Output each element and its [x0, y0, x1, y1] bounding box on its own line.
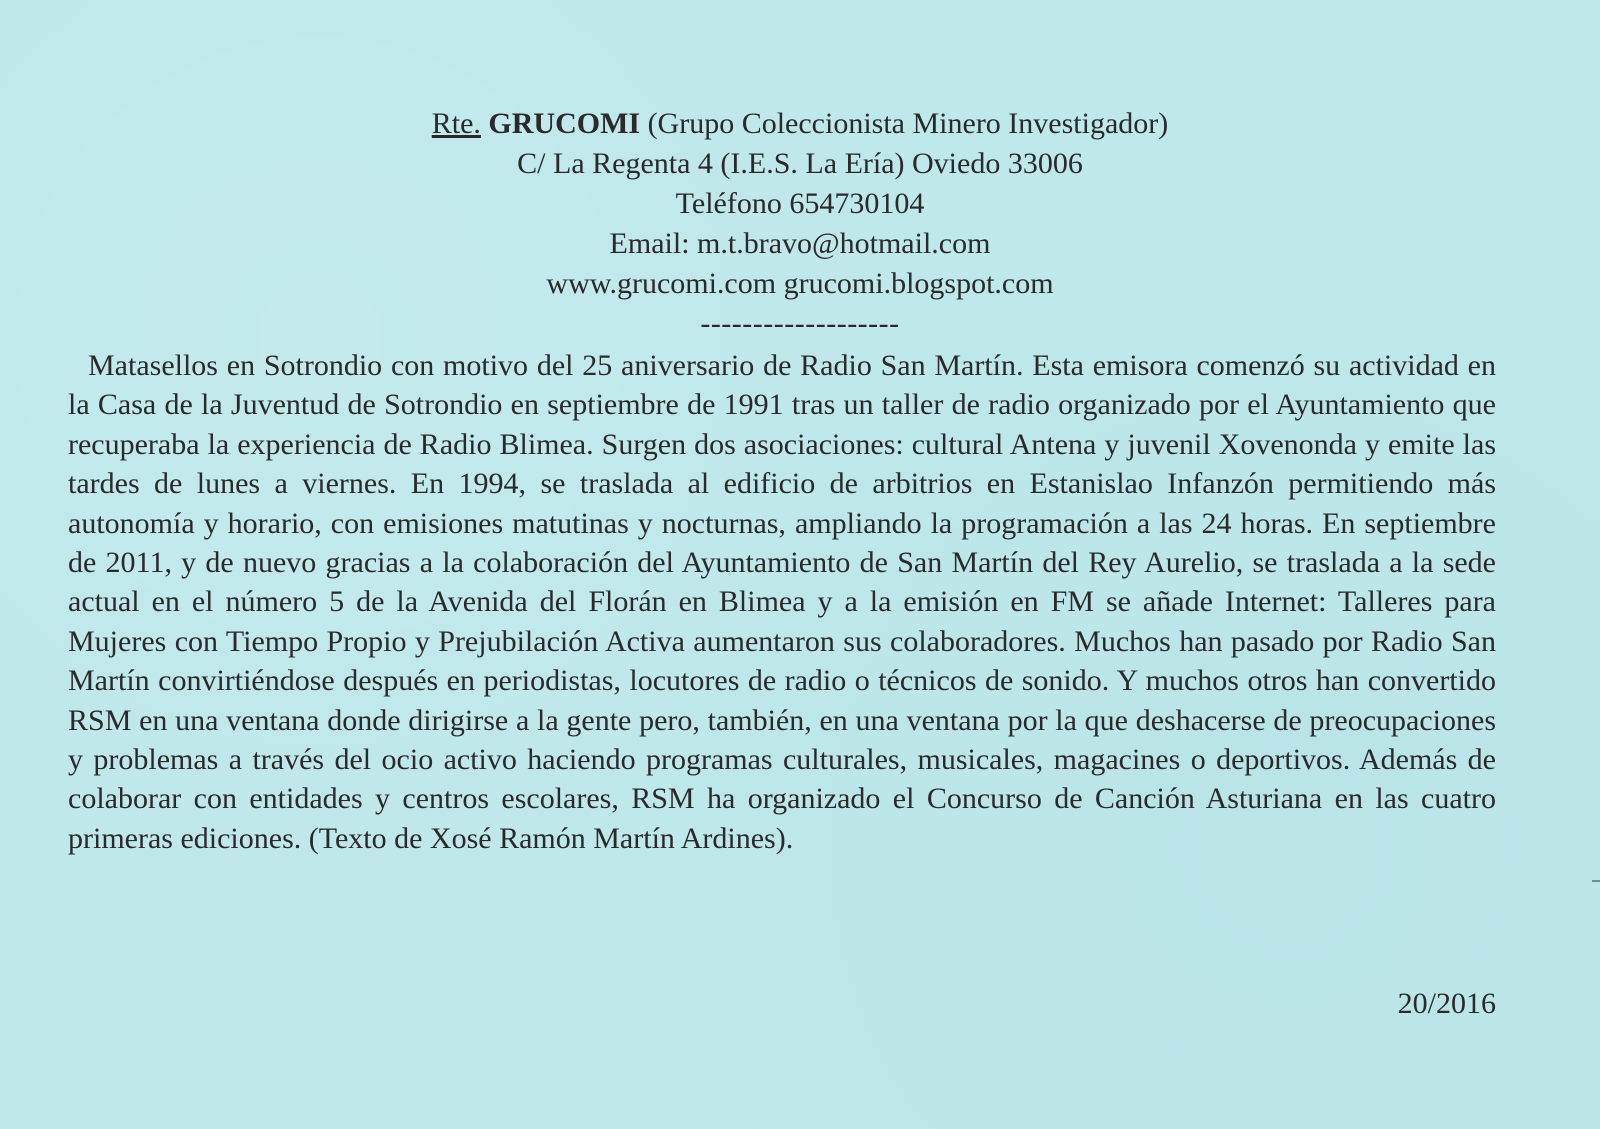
email-line: Email: m.t.bravo@hotmail.com	[609, 227, 991, 260]
sender-prefix: Rte.	[431, 107, 481, 140]
sender-line	[0, 104, 1600, 144]
address-line: C/ La Regenta 4 (I.E.S. La Ería) Oviedo 33006	[517, 147, 1083, 180]
org-full-name: (Grupo Coleccionista Minero Investigador)	[647, 107, 1169, 140]
web-line	[0, 264, 1600, 304]
body-paragraph: Matasellos en Sotrondio con motivo del 25 aniversario de Radio San Martín. Esta emisora comenzó su actividad en la Casa de la Juventud de Sotrondio en septiembre de 1991 tras un taller de radio organizado por el Ayuntamiento que recuperaba la experiencia de Radio Blimea. Surgen dos asociaciones: cultural Antena y juvenil Xovenonda y emite las tardes de lunes a viernes. En 1994, se traslada al edificio de arbitrios en Estanislao Infanzón permitiendo más autonomía y horario, con emisiones matutinas y nocturnas, ampliando la programación a las 24 horas. En septiembre de 2011, y de nuevo gracias a la colaboración del Ayuntamiento de San Martín del Rey Aurelio, se traslada a la sede actual en el número 5 de la Avenida del Florán en Blimea y a la emisión en FM se añade Internet: Talleres para Mujeres con Tiempo Propio y Prejubilación Activa aumentaron sus colaboradores. Muchos han pasado por Radio San Martín convirtiéndose después en periodistas, locutores de radio o técnicos de sonido. Y muchos otros han convertido RSM en una ventana donde dirigirse a la gente pero, también, en una ventana por la que deshacerse de preocupaciones y problemas a través del ocio activo haciendo programas culturales, musicales, magacines o deportivos. Además de colaborar con entidades y centros escolares, RSM ha organizado el Concurso de Canción Asturiana en las cuatro primeras ediciones. (Texto de Xosé Ramón Martín Ardines).	[68, 349, 1496, 855]
phone-line: Teléfono 654730104	[675, 187, 925, 220]
divider: -------------------	[700, 307, 900, 340]
sender-block	[0, 104, 1600, 344]
blog-link[interactable]: grucomi.blogspot.com	[783, 267, 1054, 300]
issue-number: 20/2016	[1397, 987, 1496, 1020]
org-name: GRUCOMI	[488, 107, 641, 140]
edge-mark	[1592, 880, 1600, 882]
website-link[interactable]: www.grucomi.com	[546, 267, 777, 300]
